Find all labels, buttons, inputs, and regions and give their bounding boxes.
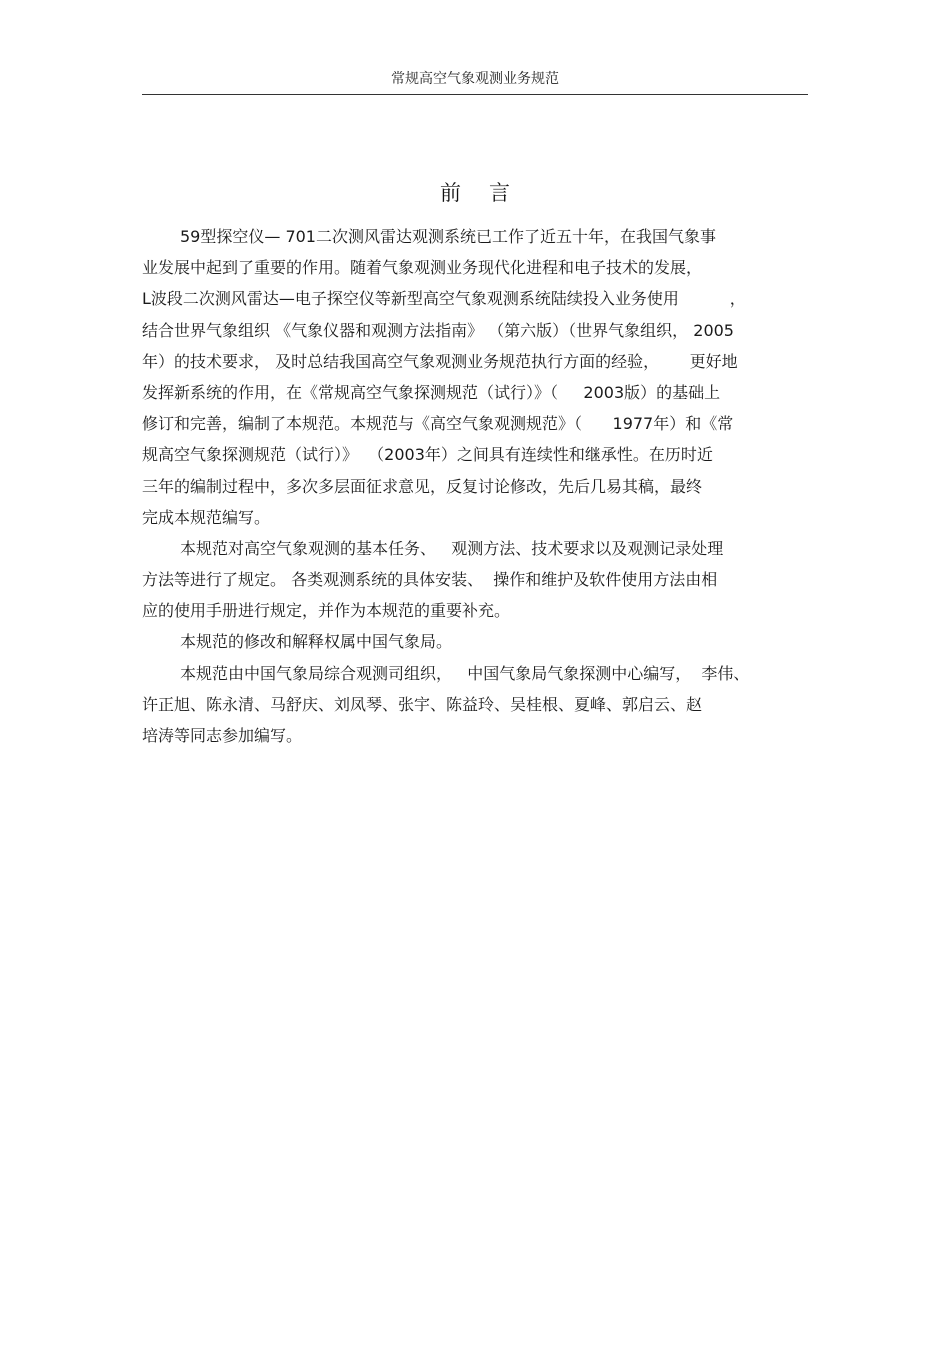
paragraph-2-line-1: 本规范对高空气象观测的基本任务、 观测方法、技术要求以及观测记录处理 (180, 538, 724, 558)
paragraph-1-line-10: 完成本规范编写。 (142, 507, 271, 527)
page-title: 前言 (440, 181, 538, 205)
paragraph-1-line-8: 规高空气象探测规范（试行）》 （2003年）之间具有连续性和继承性。在历时近 (142, 445, 713, 465)
paragraph-4-line-1: 本规范由中国气象局综合观测司组织， 中国气象局气象探测中心编写， 李伟、 (180, 663, 750, 683)
paragraph-1-line-7: 修订和完善，编制了本规范。本规范与《高空气象观测规范》（ 1977年）和《常 (142, 414, 734, 434)
paragraph-1-line-5: 年）的技术要求， 及时总结我国高空气象观测业务规范执行方面的经验， 更好地 (142, 351, 738, 371)
paragraph-1-line-1: 59型探空仪— 701二次测风雷达观测系统已工作了近五十年，在我国气象事 (180, 227, 716, 246)
paragraph-3-line-1: 本规范的修改和解释权属中国气象局。 (180, 632, 453, 652)
paragraph-1-line-9: 三年的编制过程中，多次多层面征求意见，反复讨论修改，先后几易其稿，最终 (142, 476, 703, 496)
preface-body (142, 221, 812, 751)
paragraph-2-line-2: 方法等进行了规定。 各类观测系统的具体安装、 操作和维护及软件使用方法由相 (142, 570, 718, 590)
header-rule (142, 94, 808, 95)
paragraph-2-line-3: 应的使用手册进行规定，并作为本规范的重要补充。 (142, 601, 511, 621)
paragraph-4-line-3: 培涛等同志参加编写。 (142, 726, 303, 745)
paragraph-1-line-4: 结合世界气象组织 《气象仪器和观测方法指南》 （第六版）（世界气象组织， 2005 (142, 320, 734, 340)
paragraph-1-line-3: L波段二次测风雷达—电子探空仪等新型高空气象观测系统陆续投入业务使用 ， (142, 289, 746, 309)
running-header: 常规高空气象观测业务规范 (391, 71, 559, 87)
paragraph-4-line-2: 许正旭、陈永清、马舒庆、刘凤琴、张宇、陈益玲、吴桂根、夏峰、郭启云、赵 (142, 694, 703, 714)
paragraph-1-line-2: 业发展中起到了重要的作用。随着气象观测业务现代化进程和电子技术的发展， (142, 258, 703, 278)
paragraph-1-line-6: 发挥新系统的作用，在《常规高空气象探测规范（试行）》（ 2003版）的基础上 (142, 382, 721, 402)
